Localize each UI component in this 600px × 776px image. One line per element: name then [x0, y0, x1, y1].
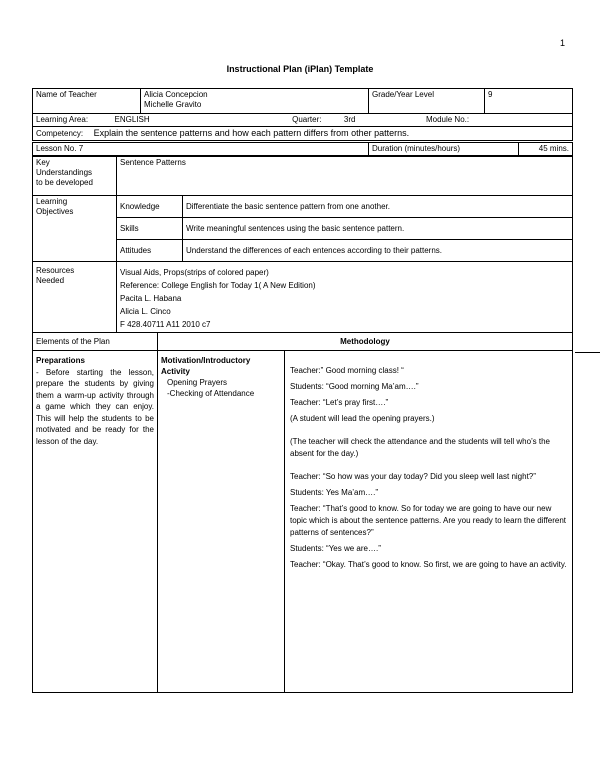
- teacher-name-2: Michelle Gravito: [144, 100, 202, 109]
- dialogue-line: Teacher: “Let’s pray first….”: [290, 398, 389, 407]
- teacher-name-1: Alicia Concepcion: [144, 90, 208, 99]
- dialogue-line: Students: “Good morning Ma’am….”: [290, 382, 419, 391]
- learning-area-row: [33, 114, 573, 127]
- dialogue-line: (A student will lead the opening prayers.): [290, 414, 435, 423]
- motivation-item: Opening Prayers: [167, 378, 228, 387]
- resource-line: Alicia L. Cinco: [120, 307, 171, 316]
- objective-domain: Attitudes: [117, 240, 183, 262]
- key-understandings-label: [33, 157, 117, 196]
- resources-label-line-1: Resources: [36, 266, 75, 275]
- dialogue-line: (The teacher will check the attendance and the students will tell who’s the absent for the day.): [290, 437, 550, 458]
- resource-line: F 428.40711 A11 2010 c7: [120, 320, 211, 329]
- dialogue-cell: [285, 351, 573, 693]
- key-label-line-2: Understandings: [36, 168, 93, 177]
- motivation-title: Motivation/Introductory Activity: [161, 356, 251, 376]
- quarter-value: 3rd: [343, 115, 356, 124]
- competency-label: Competency:: [36, 129, 84, 138]
- dialogue-line: Teacher: “So how was your day today? Did you sleep well last night?”: [290, 472, 536, 481]
- elements-label: Elements of the Plan: [33, 333, 158, 351]
- resources-label-line-2: Needed: [36, 276, 65, 285]
- key-label-line-1: Key: [36, 158, 50, 167]
- competency-value: Explain the sentence patterns and how each pattern differs from other patterns.: [93, 128, 410, 138]
- page-title: Instructional Plan (iPlan) Template: [226, 64, 374, 74]
- objectives-label-line-2: Objectives: [36, 207, 74, 216]
- preparations-text: - Before starting the lesson, prepare the students by giving them a warm-up activity through a game which they can enjoy. This will help the students to be motivated and be ready for the lesson of the day.: [36, 367, 154, 446]
- stray-line: [575, 352, 600, 353]
- module-label: Module No.:: [425, 115, 470, 124]
- objectives-table: [32, 156, 573, 333]
- key-understandings-value: Sentence Patterns: [117, 157, 573, 196]
- teacher-label: Name of Teacher: [33, 89, 141, 114]
- objective-text: Understand the differences of each entences according to their patterns.: [183, 240, 573, 262]
- dialogue-line: Students: “Yes we are….”: [290, 544, 381, 553]
- objective-domain: Skills: [117, 218, 183, 240]
- quarter-label: Quarter:: [292, 115, 322, 124]
- objectives-label-line-1: Learning: [36, 197, 68, 206]
- plan-table: [32, 332, 573, 693]
- objective-text: Write meaningful sentences using the basic sentence pattern.: [183, 218, 573, 240]
- header-table: [32, 88, 573, 141]
- grade-value: 9: [485, 89, 573, 114]
- key-label-line-3: to be developed: [36, 178, 93, 187]
- motivation-cell: [158, 351, 285, 693]
- teacher-names: [141, 89, 369, 114]
- dialogue-line: Students: Yes Ma’am….”: [290, 488, 379, 497]
- lesson-table: [32, 142, 573, 156]
- grade-label: Grade/Year Level: [369, 89, 485, 114]
- resource-line: Pacita L. Habana: [120, 294, 182, 303]
- methodology-label: Methodology: [158, 333, 573, 351]
- page-number: 1: [560, 38, 566, 48]
- preparations-title: Preparations: [36, 356, 85, 365]
- motivation-item: -Checking of Attendance: [167, 389, 255, 398]
- duration-label: Duration (minutes/hours): [369, 143, 519, 156]
- resources-list: [117, 262, 573, 333]
- duration-value: 45 mins.: [519, 143, 573, 156]
- resource-line: Visual Aids, Props(strips of colored paper): [120, 268, 269, 277]
- dialogue-line: Teacher: “Okay. That’s good to know. So first, we are going to have an activity.: [290, 560, 567, 569]
- resources-label: [33, 262, 117, 333]
- dialogue-line: Teacher: “That’s good to know. So for today we are going to have our new topic which is about the sentence patterns. Are you ready to learn the different patterns of sentences?”: [290, 504, 567, 537]
- resource-line: Reference: College English for Today 1( A New Edition): [120, 281, 316, 290]
- learning-objectives-label: [33, 196, 117, 262]
- objective-text: Differentiate the basic sentence pattern from one another.: [183, 196, 573, 218]
- objective-domain: Knowledge: [117, 196, 183, 218]
- lesson-label: Lesson No. 7: [33, 143, 369, 156]
- preparations-cell: [33, 351, 158, 693]
- dialogue-line: Teacher:” Good morning class! “: [290, 366, 404, 375]
- learning-area-value: ENGLISH: [114, 115, 150, 124]
- competency-row: [33, 127, 573, 141]
- learning-area-label: Learning Area:: [36, 115, 89, 124]
